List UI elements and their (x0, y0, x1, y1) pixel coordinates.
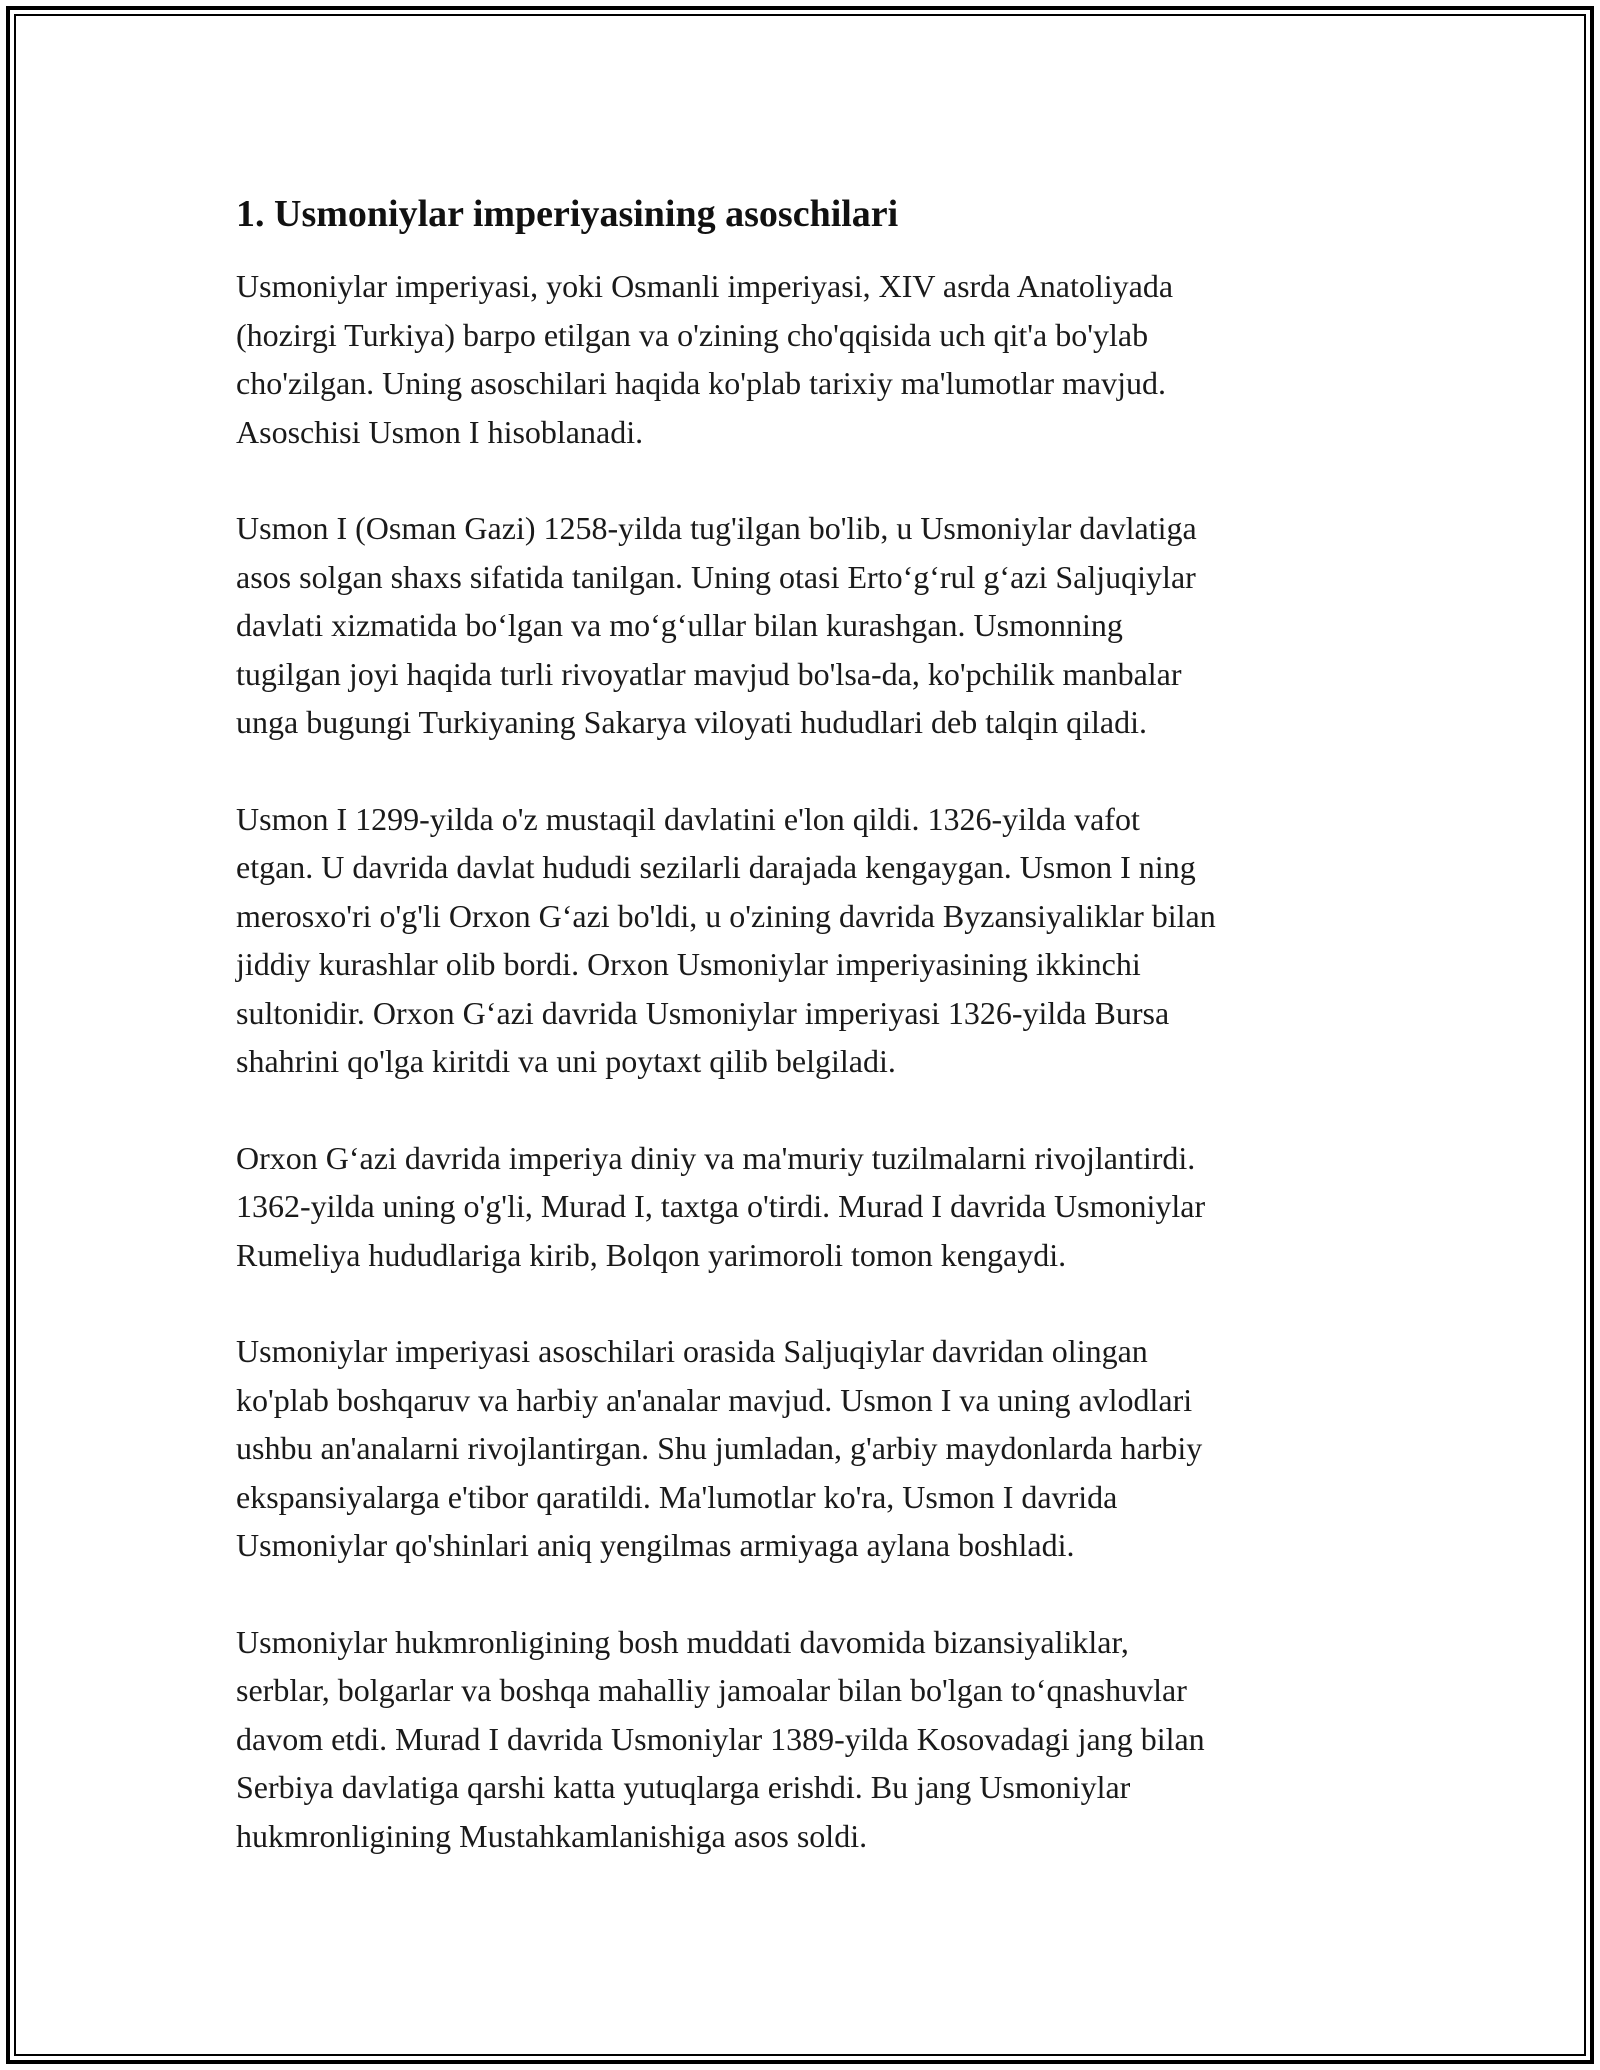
paragraph-5: Usmoniylar imperiyasi asoschilari orasida Saljuqiylar davridan olingan ko'plab boshqaruv va harbiy an'analar mavjud. Usmon I va uning avlodlari ushbu an'analarni rivojlantirgan. Shu jumladan, g'arbiy maydonlarda harbiy ekspansiyalarga e'tibor qaratildi. Ma'lumotlar ko'ra, Usmon I davrida Usmoniylar qo'shinlari aniq yengilmas armiyaga aylana boshladi. (236, 1333, 1203, 1563)
paragraph-3: Usmon I 1299-yilda o'z mustaqil davlatini e'lon qildi. 1326-yilda vafot etgan. U davrida davlat hududi sezilarli darajada kengaygan. Usmon I ning merosxo'ri o'g'li Orxon Gʻazi bo'ldi, u o'zining davrida Byzansiyaliklar bilan jiddiy kurashlar olib bordi. Orxon Usmoniylar imperiyasining ikkinchi sultonidir. Orxon Gʻazi davrida Usmoniylar imperiyasi 1326-yilda Bursa shahrini qo'lga kiritdi va uni poytaxt qilib belgiladi. (236, 800, 1216, 1079)
document-body (236, 186, 1366, 1908)
paragraph-6: Usmoniylar hukmronligining bosh muddati davomida bizansiyaliklar, serblar, bolgarlar va boshqa mahalliy jamoalar bilan bo'lgan toʻqnashuvlar davom etdi. Murad I davrida Usmoniylar 1389-yilda Kosovadagi jang bilan Serbiya davlatiga qarshi katta yutuqlarga erishdi. Bu jang Usmoniylar hukmronligining Mustahkamlanishiga asos soldi. (236, 1623, 1205, 1854)
paragraph-1: Usmoniylar imperiyasi, yoki Osmanli imperiyasi, XIV asrda Anatoliyada (hozirgi Turkiya) barpo etilgan va o'zining cho'qqisida uch qit'a bo'ylab cho'zilgan. Uning asoschilari haqida ko'plab tarixiy ma'lumotlar mavjud. Asoschisi Usmon I hisoblanadi. (236, 268, 1174, 450)
paragraph-4: Orxon Gʻazi davrida imperiya diniy va ma'muriy tuzilmalarni rivojlantirdi. 1362-yilda uning o'g'li, Murad I, taxtga o'tirdi. Murad I davrida Usmoniylar Rumeliya hududlariga kirib, Bolqon yarimoroli tomon kengaydi. (236, 1139, 1206, 1273)
document-title: 1. Usmoniylar imperiyasining asoschilari (236, 193, 899, 235)
paragraph-2: Usmon I (Osman Gazi) 1258-yilda tug'ilgan bo'lib, u Usmoniylar davlatiga asos solgan shaxs sifatida tanilgan. Uning otasi Ertoʻgʻrul gʻazi Saljuqiylar davlati xizmatida boʻlgan va moʻgʻullar bilan kurashgan. Usmonning tugilgan joyi haqida turli rivoyatlar mavjud bo'lsa-da, ko'pchilik manbalar unga bugungi Turkiyaning Sakarya viloyati hududlari deb talqin qiladi. (236, 510, 1197, 740)
